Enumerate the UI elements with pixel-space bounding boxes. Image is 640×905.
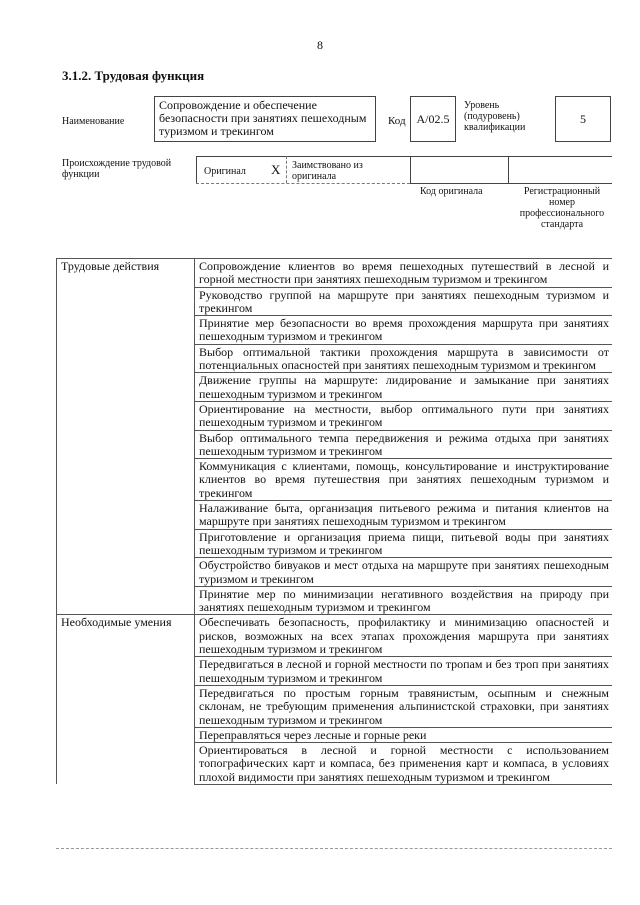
table-cell-item: Переправляться через лесные и горные реки	[195, 727, 613, 742]
section-title-cell-empty	[57, 401, 195, 430]
name-label: Наименование	[62, 116, 125, 127]
table-cell-item: Ориентироваться в лесной и горной местности с использованием топографических карт и компаса, без применения карт и компаса, в условиях плохой видимости при занятиях пешеходным туризмом и трекингом	[195, 743, 613, 785]
table-row	[57, 586, 613, 615]
page-number: 8	[317, 38, 323, 52]
origin-divider-2	[508, 156, 509, 183]
name-value-box	[154, 96, 376, 142]
table-cell-item: Выбор оптимальной тактики прохождения маршрута в зависимости от потенциальных опасностей при занятиях пешеходным туризмом и трекингом	[195, 344, 613, 373]
original-mark: X	[271, 162, 281, 177]
section-title-cell-empty	[57, 344, 195, 373]
table-cell-item: Приготовление и организация приема пищи, питьевой воды при занятиях пешеходным туризмом и трекингом	[195, 529, 613, 558]
level-value: 5	[580, 111, 586, 126]
table-row	[57, 459, 613, 501]
table-row	[57, 727, 613, 742]
section-title: 3.1.2. Трудовая функция	[62, 68, 205, 83]
table-row	[57, 373, 613, 402]
borrowed-label: Заимствовано из оригинала	[292, 160, 363, 182]
code-value-box	[410, 96, 456, 142]
original-label: Оригинал	[204, 166, 246, 177]
origin-box	[196, 156, 612, 183]
origin-label: Происхождение трудовой функции	[62, 158, 172, 180]
table-cell-item: Передвигаться в лесной и горной местности по тропам и без троп при занятиях пешеходным туризмом и трекингом	[195, 657, 613, 686]
table-cell-item: Обеспечивать безопасность, профилактику и минимизацию опасностей и рисков, возможных на всех этапах прохождения маршрута при занятиях пешеходным туризмом и трекингом	[195, 615, 613, 657]
origin-divider-dashed	[286, 156, 287, 183]
section-title-cell-empty	[57, 373, 195, 402]
section-title-cell-empty	[57, 586, 195, 615]
name-value: Сопровождение и обеспечение безопасности при занятиях пешеходным туризмом и трекингом	[159, 98, 367, 138]
table-cell-item: Выбор оптимального темпа передвижения и режима отдыха при занятиях пешеходным туризмом и трекингом	[195, 430, 613, 459]
table-row	[57, 259, 613, 288]
section-title-cell-empty	[57, 529, 195, 558]
table-cell-item: Принятие мер безопасности во время прохождения маршрута при занятиях пешеходным туризмом и трекингом	[195, 316, 613, 345]
code-original-label: Код оригинала	[420, 186, 483, 197]
table-cell-item: Обустройство бивуаков и мест отдыха на маршруте при занятиях пешеходным туризмом и трекингом	[195, 558, 613, 587]
origin-box-line	[410, 183, 612, 184]
table-row	[57, 685, 613, 727]
table-cell-item: Ориентирование на местности, выбор оптимального пути при занятиях пешеходным туризмом и трекингом	[195, 401, 613, 430]
section-title-cell-empty	[57, 430, 195, 459]
section-title-cell-empty	[57, 727, 195, 742]
section-title-cell-empty	[57, 287, 195, 316]
section-title-cell-empty	[57, 743, 195, 785]
table-cell-item: Передвигаться по простым горным травянистым, осыпным и снежным склонам, не требующим применения альпинистской страховки, при занятиях пешеходным туризмом и трекингом	[195, 685, 613, 727]
table-cell-item: Движение группы на маршруте: лидирование и замыкание при занятиях пешеходным туризмом и трекингом	[195, 373, 613, 402]
section-title-cell-empty	[57, 316, 195, 345]
table-cell-item: Сопровождение клиентов во время пешеходных путешествий в лесной и горной местности при занятиях пешеходным туризмом и трекингом	[195, 259, 613, 288]
section-title-cell-empty	[57, 657, 195, 686]
section-title-cell-empty	[57, 501, 195, 530]
table-row	[57, 287, 613, 316]
code-value: А/02.5	[416, 111, 450, 126]
table-row	[57, 344, 613, 373]
origin-box-dash	[196, 183, 410, 184]
table-cell-item: Налаживание быта, организация питьевого режима и питания клиентов на маршруте при занятиях пешеходным туризмом и трекингом	[195, 501, 613, 530]
table-row	[57, 558, 613, 587]
functions-table-body	[56, 258, 612, 785]
page-bottom-dash	[56, 848, 612, 849]
table-row	[57, 657, 613, 686]
level-value-box	[555, 96, 611, 142]
section-title-cell-empty	[57, 685, 195, 727]
section-title-cell-empty	[57, 459, 195, 501]
table-cell-item: Принятие мер по минимизации негативного воздействия на природу при занятиях пешеходным туризмом и трекингом	[195, 586, 613, 615]
table-row	[57, 529, 613, 558]
table-row	[57, 501, 613, 530]
table-cell-item: Руководство группой на маршруте при занятиях пешеходным туризмом и трекингом	[195, 287, 613, 316]
section-title-cell: Трудовые действия	[57, 259, 195, 288]
table-cell-item: Коммуникация с клиентами, помощь, консультирование и инструктирование клиентов во время путешествия при занятиях пешеходным туризмом и трекингом	[195, 459, 613, 501]
section-title-cell-empty	[57, 558, 195, 587]
table-row	[57, 430, 613, 459]
table-row	[57, 401, 613, 430]
table-row	[57, 743, 613, 785]
reg-number-label: Регистрационный номер профессионального стандарта	[519, 186, 605, 230]
code-label: Код	[388, 115, 406, 127]
origin-divider-1	[410, 156, 411, 183]
functions-table	[56, 258, 612, 785]
section-title-cell: Необходимые умения	[57, 615, 195, 657]
level-label: Уровень (подуровень) квалификации	[464, 100, 526, 133]
table-row	[57, 615, 613, 657]
table-row	[57, 316, 613, 345]
